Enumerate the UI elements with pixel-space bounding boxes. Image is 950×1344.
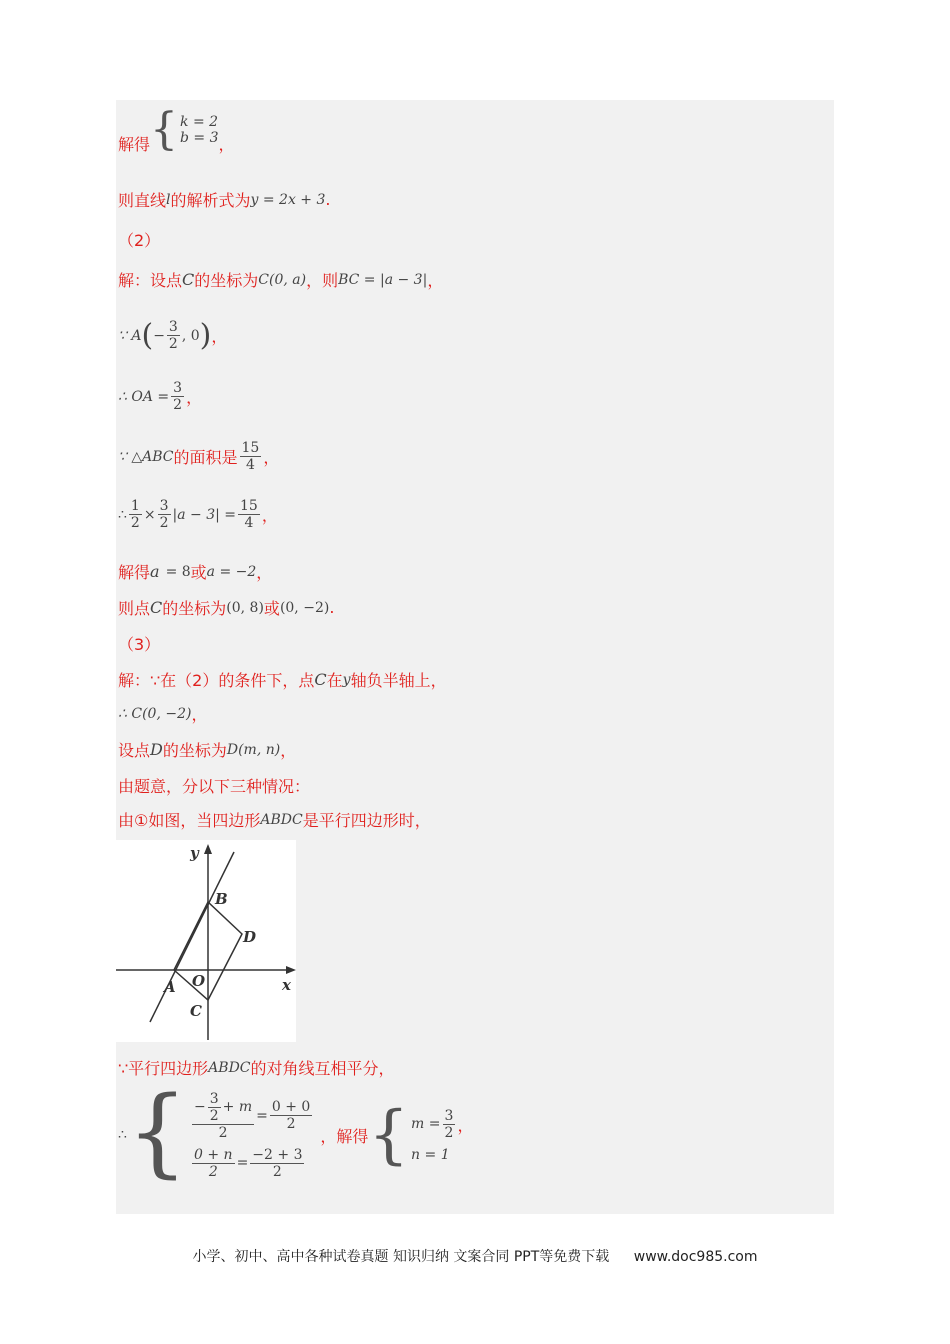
line-l	[150, 852, 234, 1022]
footer-url[interactable]: www.doc985.com	[633, 1249, 758, 1265]
page-footer	[0, 1246, 950, 1266]
origin-label: O	[192, 972, 206, 990]
solution-line-12: 设点 D 的坐标为 D(m, n) ，	[118, 740, 297, 760]
solution-line-9: 则点 C 的坐标为 (0, 8) 或 (0, −2) .	[118, 598, 335, 618]
solution-line-7: ∴ $\frac{1}{2}$ × $\frac{3}{2}$ |a − 3| = $\frac{15}{4}$ ，	[118, 498, 278, 531]
solution-line-16: ∴ { − $\frac{3}{2}$ + m 2 = $\frac{0 + 0}{2}$ $\frac{0 + n}{2}$ = $\frac{-2 + 3}{2}$ ，解得 { m = $\frac{3}{2}$ ， n = 1	[118, 1076, 474, 1188]
equation-row-1: − $\frac{3}{2}$ + m 2 = $\frac{0 + 0}{2}$	[194, 1090, 311, 1141]
point-a-label: A	[164, 978, 176, 996]
coordinate-diagram	[116, 840, 296, 1042]
x-axis-label: x	[282, 976, 291, 994]
solution-line-13: 由题意，分以下三种情况：	[118, 777, 311, 796]
solution-line-6: ∵ △ABC 的面积是 $\frac{15}{4}$ ，	[118, 440, 280, 473]
point-b-label: B	[215, 890, 228, 908]
solution-line-8: 解得 a = 8 或 a = −2 ，	[118, 562, 273, 582]
solution-line-10: 解：∵在（2）的条件下，点 C 在 y 轴负半轴上，	[118, 670, 447, 690]
y-axis-arrow	[204, 844, 212, 854]
point-d-label: D	[243, 928, 257, 946]
footer-text: 小学、初中、高中各种试卷真题 知识归纳 文案合同 PPT等免费下载	[192, 1249, 610, 1265]
point-c-label: C	[190, 1002, 202, 1020]
equation-row-2: $\frac{0 + n}{2}$ = $\frac{-2 + 3}{2}$	[194, 1146, 303, 1180]
brace: {	[150, 103, 179, 155]
solution-line-2: 则直线 l 的解析式为 y = 2x + 3 .	[118, 190, 331, 210]
y-axis-label: y	[190, 844, 199, 862]
solution-line-5: ∴ OA = $\frac{3}{2}$ ，	[118, 380, 203, 413]
solution-line-15: ∵平行四边形 ABDC 的对角线互相平分，	[118, 1059, 395, 1078]
solution-line-14: 由①如图，当四边形 ABDC 是平行四边形时，	[118, 811, 431, 830]
solution-line-3: 解：设点 C 的坐标为 C(0, a) ，则 BC = |a − 3| ，	[118, 270, 444, 290]
part-2-heading: （2）	[118, 231, 161, 250]
solution-line-11: ∴ C(0, −2) ，	[118, 705, 208, 724]
brace: {	[368, 1098, 410, 1172]
part-3-heading: （3）	[118, 635, 161, 654]
brace: {	[126, 1076, 188, 1188]
parallelogram-figure	[116, 840, 296, 1042]
solution-line-1: 解得 { k = 2 b = 3 ，	[118, 103, 235, 155]
solution-line-4: ∵ A ( − $\frac{3}{2}$ , 0 ) ，	[118, 318, 228, 353]
x-axis-arrow	[286, 966, 296, 974]
